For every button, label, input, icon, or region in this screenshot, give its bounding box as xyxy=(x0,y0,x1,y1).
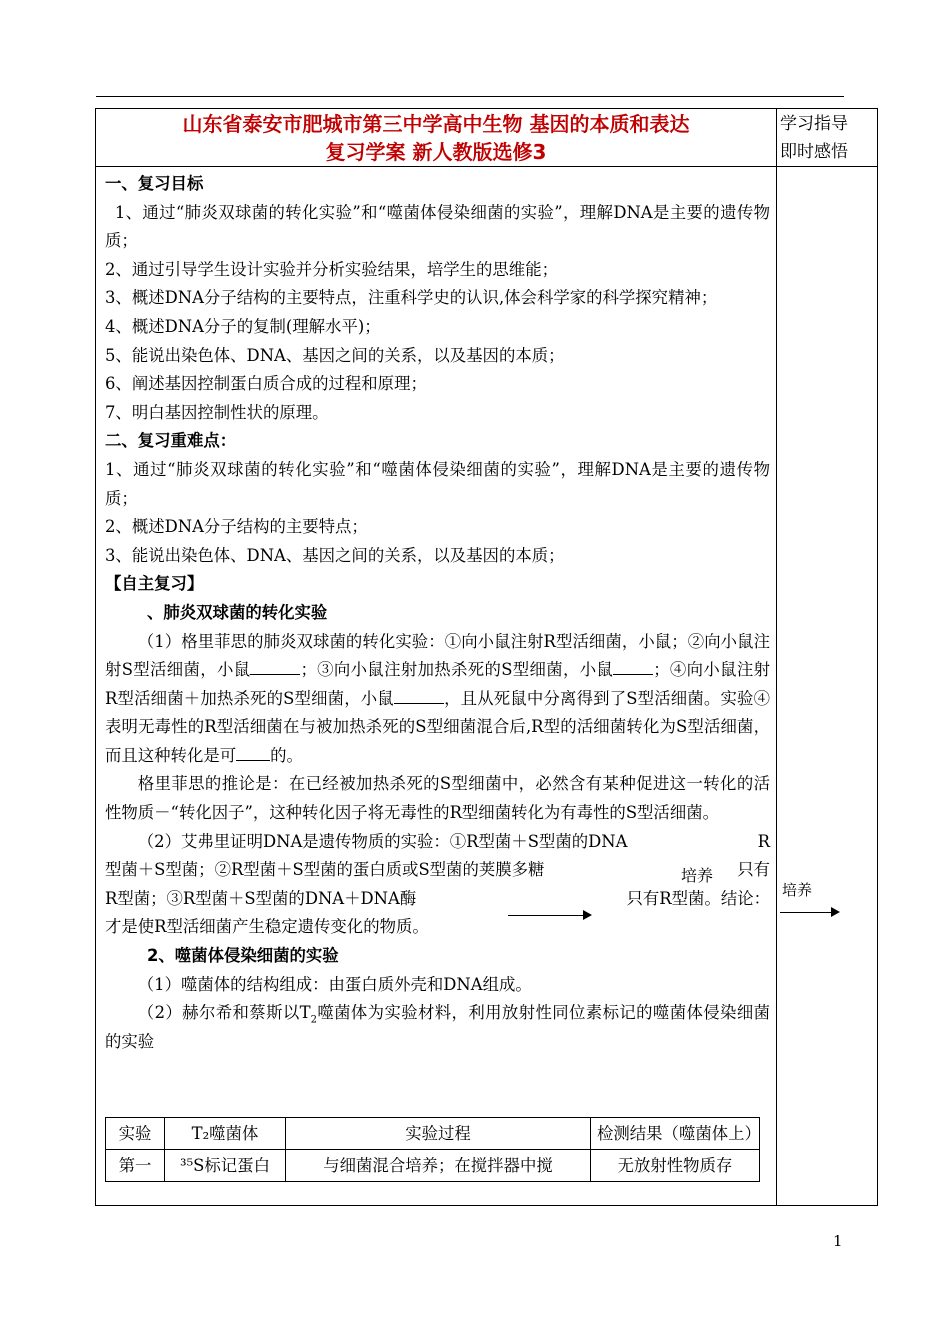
table-cell: 与细菌混合培养；在搅拌器中搅 xyxy=(286,1150,591,1182)
text-span: ，且从死鼠中分离得到了S型活细菌。实验④表明无毒性的R型活细菌在与被加热杀死的S型细菌混合后,R型的活细菌转化为S型活细菌，而且这种转化是可 xyxy=(105,688,770,765)
arrow-icon xyxy=(508,915,590,916)
text-span: （1）格里菲思的肺炎双球菌的转化实验：①向小鼠注射R型活细菌，小鼠；②向小鼠注射S型活细菌，小鼠 xyxy=(105,631,770,680)
document-title xyxy=(98,110,774,166)
text-span: R型菌；③R型菌＋S型菌的DNA＋DNA酶 xyxy=(105,888,417,908)
table-row xyxy=(106,1150,760,1182)
top-rule xyxy=(96,96,844,97)
self-review-heading: 【自主复习】 xyxy=(105,574,204,594)
avery-line-1 xyxy=(105,828,770,857)
experiment-table xyxy=(105,1117,760,1182)
table-header-cell: 检测结果（噬菌体上） xyxy=(591,1118,760,1150)
goal-item: 2、通过引导学生设计实验并分析实验结果，培学生的思维能； xyxy=(105,259,558,279)
text-span: ；④向小鼠注射R型活细菌＋加热杀死的S型细菌，小鼠 xyxy=(105,660,770,708)
title-line-1: 山东省泰安市肥城市第三中学高中生物 基因的本质和表达 xyxy=(182,112,690,136)
title-line-2: 复习学案 新人教版选修3 xyxy=(325,140,547,164)
table-header-row xyxy=(106,1118,760,1150)
text-span: （2）艾弗里证明DNA是遗传物质的实验：①R型菌＋S型菌的DNA xyxy=(137,831,628,851)
table-cell: ³⁵S标记蛋白 xyxy=(165,1150,286,1182)
text-span: 只有R型菌。结论： xyxy=(626,888,770,908)
hershey-chase-paragraph xyxy=(105,999,770,1056)
goal-item: 4、概述DNA分子的复制(理解水平)； xyxy=(105,316,381,336)
key-item: 1、通过“肺炎双球菌的转化实验”和“噬菌体侵染细菌的实验”，理解DNA是主要的遗传物质； xyxy=(105,459,770,508)
subsection1-heading: 、肺炎双球菌的转化实验 xyxy=(147,602,328,622)
header-divider xyxy=(95,166,878,167)
text-span: R xyxy=(757,831,770,851)
key-item: 2、概述DNA分子结构的主要特点； xyxy=(105,517,368,537)
table-header-cell: 实验 xyxy=(106,1118,165,1150)
goal-item: 5、能说出染色体、DNA、基因之间的关系，以及基因的本质； xyxy=(105,345,565,365)
side-header-2: 即时感悟 xyxy=(780,142,848,162)
side-arrow-icon xyxy=(780,912,838,913)
answer-blank[interactable] xyxy=(394,685,444,704)
text-span: 型菌＋S型菌；②R型菌＋S型菌的蛋白质或S型菌的荚膜多糖 xyxy=(105,860,545,880)
avery-line-2 xyxy=(105,856,770,885)
section1-heading: 一、复习目标 xyxy=(105,174,204,193)
section2-heading: 二、复习重难点： xyxy=(105,431,237,451)
page-number: 1 xyxy=(833,1232,843,1250)
table-cell: 无放射性物质存 xyxy=(591,1150,760,1182)
griffith-paragraph xyxy=(105,628,770,771)
table-header-cell: 实验过程 xyxy=(286,1118,591,1150)
table-header-cell: T₂噬菌体 xyxy=(165,1118,286,1150)
side-arrow-label: 培养 xyxy=(782,881,813,899)
subsection2-heading: 2、噬菌体侵染细菌的实验 xyxy=(147,946,339,966)
griffith-inference: 格里菲思的推论是：在已经被加热杀死的S型细菌中，必然含有某种促进这一转化的活性物质－“转化因子”，这种转化因子将无毒性的R型细菌转化为有毒性的S型活细菌。 xyxy=(105,774,770,823)
key-item: 3、能说出染色体、DNA、基因之间的关系，以及基因的本质； xyxy=(105,545,565,565)
answer-blank[interactable] xyxy=(613,656,653,675)
subscript: 2 xyxy=(310,1014,317,1026)
main-content xyxy=(105,170,770,1056)
text-span: 的。 xyxy=(270,745,303,765)
text-span: （2）赫尔希和蔡斯以T xyxy=(137,1003,311,1023)
side-header-1: 学习指导 xyxy=(780,114,848,134)
goal-item: 7、明白基因控制性状的原理。 xyxy=(105,402,329,422)
avery-experiment xyxy=(105,828,770,942)
text-span: 只有 xyxy=(737,860,770,880)
text-span: ；③向小鼠注射加热杀死的S型细菌，小鼠 xyxy=(300,660,614,680)
column-divider xyxy=(776,108,777,1206)
answer-blank[interactable] xyxy=(250,656,300,675)
avery-line-4: 才是使R型活细菌产生稳定遗传变化的物质。 xyxy=(105,917,429,937)
avery-line-3 xyxy=(105,885,770,914)
arrow-label: 培养 xyxy=(681,865,714,885)
goal-item: 1、通过“肺炎双球菌的转化实验”和“噬菌体侵染细菌的实验”，理解DNA是主要的遗传物质； xyxy=(105,202,770,251)
phage-structure: （1）噬菌体的结构组成：由蛋白质外壳和DNA组成。 xyxy=(137,974,532,994)
text-span: 噬菌体为实验材料，利用放射性同位素标记的噬菌体侵染细菌的实验 xyxy=(105,1003,770,1051)
goal-item: 6、阐述基因控制蛋白质合成的过程和原理； xyxy=(105,374,427,394)
goal-item: 3、概述DNA分子结构的主要特点，注重科学史的认识,体会科学家的科学探究精神； xyxy=(105,288,718,308)
answer-blank[interactable] xyxy=(236,742,270,761)
table-cell: 第一 xyxy=(106,1150,165,1182)
